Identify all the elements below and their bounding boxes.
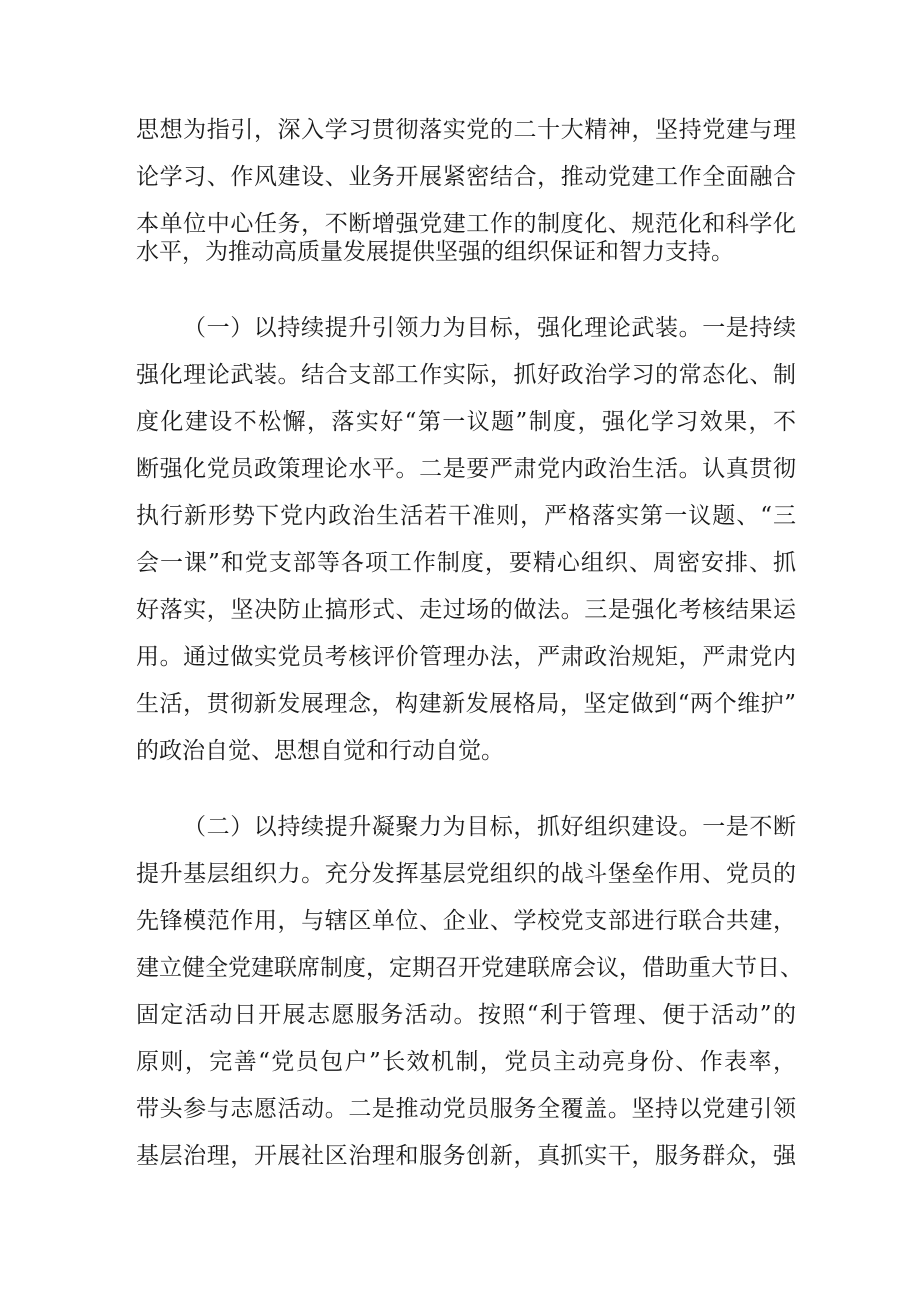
para2-line-6: 原则，完善“党员包户”长效机制，党员主动亮身份、作表率，	[136, 1049, 796, 1075]
para2-line-1: （二）以持续提升凝聚力为目标，抓好组织建设。一是不断	[183, 814, 796, 840]
para1-line-4: 断强化党员政策理论水平。二是要严肃党内政治生活。认真贯彻	[136, 456, 796, 482]
para2-line-8: 基层治理，开展社区治理和服务创新，真抓实干，服务群众，强	[136, 1143, 796, 1169]
para1-line-9: 生活，贯彻新发展理念，构建新发展格局，坚定做到“两个维护”	[136, 691, 796, 717]
para1-line-7: 好落实，坚决防止搞形式、走过场的做法。三是强化考核结果运	[136, 597, 796, 623]
para1-line-6: 会一课”和党支部等各项工作制度，要精心组织、周密安排、抓	[136, 550, 796, 576]
para1-line-8: 用。通过做实党员考核评价管理办法，严肃政治规矩，严肃党内	[136, 644, 796, 670]
para2-line-7: 带头参与志愿活动。二是推动党员服务全覆盖。坚持以党建引领	[136, 1096, 796, 1122]
para2-line-5: 固定活动日开展志愿服务活动。按照“利于管理、便于活动”的	[136, 1002, 796, 1028]
intro-line-3: 本单位中心任务，不断增强党建工作的制度化、规范化和科学化	[136, 211, 796, 237]
para1-line-1: （一）以持续提升引领力为目标，强化理论武装。一是持续	[183, 315, 796, 341]
para2-line-2: 提升基层组织力。充分发挥基层党组织的战斗堡垒作用、党员的	[136, 861, 796, 887]
para2-line-4: 建立健全党建联席制度，定期召开党建联席会议，借助重大节日、	[136, 955, 803, 981]
intro-line-1: 思想为指引，深入学习贯彻落实党的二十大精神，坚持党建与理	[136, 117, 796, 143]
para1-line-5: 执行新形势下党内政治生活若干准则，严格落实第一议题、“三	[136, 503, 796, 529]
para1-line-10: 的政治自觉、思想自觉和行动自觉。	[136, 738, 504, 764]
para1-line-3: 度化建设不松懈，落实好“第一议题”制度，强化学习效果，不	[136, 409, 796, 435]
para2-line-3: 先锋模范作用，与辖区单位、企业、学校党支部进行联合共建，	[136, 908, 796, 934]
intro-line-2: 论学习、作风建设、业务开展紧密结合，推动党建工作全面融合	[136, 164, 796, 190]
para1-line-2: 强化理论武装。结合支部工作实际，抓好政治学习的常态化、制	[136, 362, 796, 388]
intro-line-4: 水平，为推动高质量发展提供坚强的组织保证和智力支持。	[136, 239, 734, 265]
